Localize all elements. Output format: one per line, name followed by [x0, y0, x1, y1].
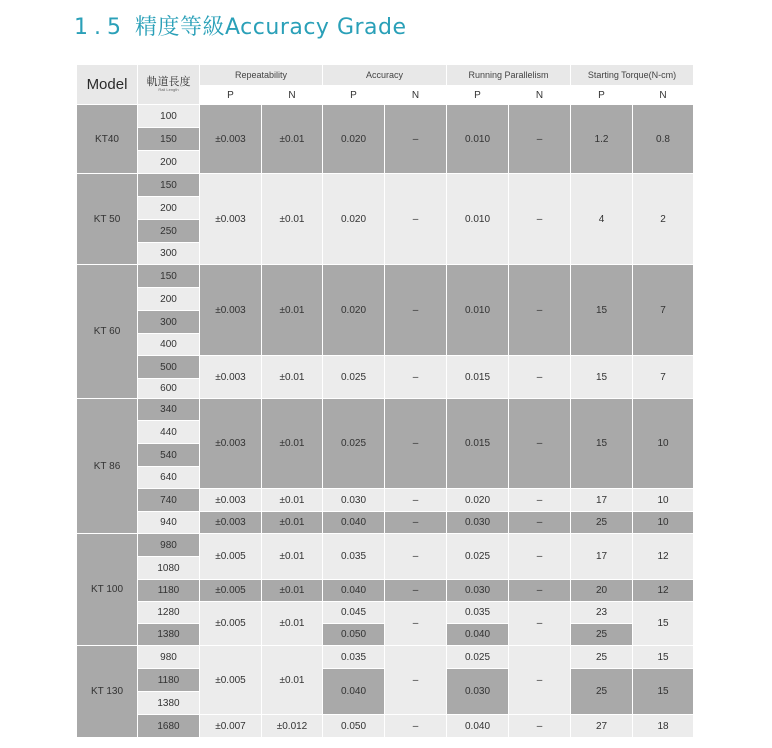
repeatability-n-cell: ±0.01 — [262, 105, 322, 173]
grade-header-n: N — [262, 86, 322, 104]
rail-length-cell: 150 — [138, 174, 199, 196]
accuracy-n-cell: – — [385, 356, 446, 398]
torque-p-cell: 23 — [571, 602, 632, 623]
torque-n-cell: 12 — [633, 580, 693, 601]
rail-length-cell: 200 — [138, 288, 199, 310]
accuracy-p-cell: 0.025 — [323, 356, 384, 398]
model-column-header: Model — [77, 65, 137, 104]
parallelism-n-cell: – — [509, 646, 570, 714]
rail-length-cell: 1180 — [138, 580, 199, 601]
torque-p-cell: 25 — [571, 512, 632, 533]
torque-p-cell: 15 — [571, 356, 632, 398]
parallelism-p-cell: 0.015 — [447, 356, 508, 398]
accuracy-n-cell: – — [385, 265, 446, 355]
rail-length-cell: 150 — [138, 128, 199, 150]
rail-length-column-header — [138, 65, 199, 104]
parallelism-n-cell: – — [509, 489, 570, 511]
accuracy-p-cell: 0.020 — [323, 174, 384, 264]
rail-length-cell: 540 — [138, 444, 199, 466]
rail-length-cell: 1380 — [138, 692, 199, 714]
repeatability-n-cell: ±0.012 — [262, 715, 322, 737]
torque-p-cell: 15 — [571, 399, 632, 488]
grade-header-p: P — [200, 86, 261, 104]
accuracy-p-cell: 0.050 — [323, 715, 384, 737]
grade-header-n: N — [509, 86, 570, 104]
repeatability-n-cell: ±0.01 — [262, 356, 322, 398]
model-cell: KT40 — [77, 105, 137, 173]
torque-p-cell: 1.2 — [571, 105, 632, 173]
rail-length-cell: 980 — [138, 646, 199, 668]
parallelism-n-cell: – — [509, 399, 570, 488]
accuracy-n-cell: – — [385, 534, 446, 579]
torque-p-cell: 27 — [571, 715, 632, 737]
accuracy-n-cell: – — [385, 489, 446, 511]
repeatability-p-cell: ±0.005 — [200, 646, 261, 714]
parallelism-p-cell: 0.040 — [447, 624, 508, 645]
rail-length-cell: 640 — [138, 467, 199, 488]
accuracy-p-cell: 0.035 — [323, 646, 384, 668]
torque-p-cell: 20 — [571, 580, 632, 601]
accuracy-n-cell: – — [385, 580, 446, 601]
accuracy-p-cell: 0.025 — [323, 399, 384, 488]
rail-length-cell: 440 — [138, 421, 199, 443]
accuracy-p-cell: 0.040 — [323, 669, 384, 714]
rail-length-cell: 1180 — [138, 669, 199, 691]
rail-length-cell: 200 — [138, 197, 199, 219]
accuracy-p-cell: 0.035 — [323, 534, 384, 579]
parallelism-n-cell: – — [509, 265, 570, 355]
accuracy-p-cell: 0.040 — [323, 580, 384, 601]
accuracy-p-cell: 0.050 — [323, 624, 384, 645]
accuracy-p-cell: 0.020 — [323, 105, 384, 173]
torque-p-cell: 17 — [571, 534, 632, 579]
torque-n-cell: 15 — [633, 669, 693, 714]
rail-length-cell: 340 — [138, 399, 199, 420]
rail-length-cell: 1680 — [138, 715, 199, 737]
repeatability-p-cell: ±0.003 — [200, 265, 261, 355]
rail-length-cell: 200 — [138, 151, 199, 173]
parallelism-n-cell: – — [509, 174, 570, 264]
torque-p-cell: 4 — [571, 174, 632, 264]
parallelism-p-cell: 0.015 — [447, 399, 508, 488]
group-header: Starting Torque(N-cm) — [571, 65, 693, 85]
repeatability-p-cell: ±0.003 — [200, 105, 261, 173]
repeatability-n-cell: ±0.01 — [262, 646, 322, 714]
title-english: Accuracy Grade — [225, 15, 407, 40]
torque-n-cell: 0.8 — [633, 105, 693, 173]
repeatability-p-cell: ±0.005 — [200, 580, 261, 601]
rail-length-en: Rail Length — [158, 87, 179, 93]
repeatability-n-cell: ±0.01 — [262, 399, 322, 488]
model-cell: KT 130 — [77, 646, 137, 737]
parallelism-n-cell: – — [509, 715, 570, 737]
torque-n-cell: 12 — [633, 534, 693, 579]
model-cell: KT 50 — [77, 174, 137, 264]
repeatability-n-cell: ±0.01 — [262, 512, 322, 533]
rail-length-cell: 500 — [138, 356, 199, 378]
torque-p-cell: 25 — [571, 624, 632, 645]
parallelism-p-cell: 0.025 — [447, 534, 508, 579]
rail-length-cell: 150 — [138, 265, 199, 287]
repeatability-p-cell: ±0.005 — [200, 534, 261, 579]
parallelism-p-cell: 0.020 — [447, 489, 508, 511]
model-cell: KT 100 — [77, 534, 137, 645]
rail-length-cell: 600 — [138, 379, 199, 398]
repeatability-n-cell: ±0.01 — [262, 534, 322, 579]
repeatability-p-cell: ±0.005 — [200, 602, 261, 645]
accuracy-p-cell: 0.030 — [323, 489, 384, 511]
page-title — [74, 10, 407, 41]
accuracy-n-cell: – — [385, 399, 446, 488]
rail-length-cell: 740 — [138, 489, 199, 511]
repeatability-p-cell: ±0.007 — [200, 715, 261, 737]
torque-n-cell: 18 — [633, 715, 693, 737]
parallelism-n-cell: – — [509, 356, 570, 398]
torque-n-cell: 7 — [633, 356, 693, 398]
parallelism-p-cell: 0.030 — [447, 669, 508, 714]
torque-p-cell: 25 — [571, 669, 632, 714]
rail-length-cell: 980 — [138, 534, 199, 556]
grade-header-p: P — [447, 86, 508, 104]
torque-p-cell: 17 — [571, 489, 632, 511]
rail-length-cn: 軌道長度 — [146, 75, 191, 89]
torque-n-cell: 15 — [633, 602, 693, 645]
parallelism-p-cell: 0.010 — [447, 105, 508, 173]
group-header: Running Parallelism — [447, 65, 570, 85]
repeatability-p-cell: ±0.003 — [200, 399, 261, 488]
repeatability-p-cell: ±0.003 — [200, 174, 261, 264]
parallelism-p-cell: 0.010 — [447, 265, 508, 355]
torque-p-cell: 15 — [571, 265, 632, 355]
repeatability-n-cell: ±0.01 — [262, 174, 322, 264]
repeatability-n-cell: ±0.01 — [262, 602, 322, 645]
accuracy-n-cell: – — [385, 715, 446, 737]
repeatability-n-cell: ±0.01 — [262, 580, 322, 601]
parallelism-n-cell: – — [509, 512, 570, 533]
group-header: Accuracy — [323, 65, 446, 85]
torque-n-cell: 10 — [633, 399, 693, 488]
parallelism-p-cell: 0.030 — [447, 580, 508, 601]
accuracy-n-cell: – — [385, 512, 446, 533]
accuracy-p-cell: 0.045 — [323, 602, 384, 623]
rail-length-cell: 1380 — [138, 624, 199, 645]
rail-length-cell: 940 — [138, 512, 199, 533]
section-number: 1.5 — [74, 15, 127, 40]
torque-p-cell: 25 — [571, 646, 632, 668]
accuracy-n-cell: – — [385, 174, 446, 264]
parallelism-n-cell: – — [509, 580, 570, 601]
accuracy-p-cell: 0.040 — [323, 512, 384, 533]
rail-length-cell: 100 — [138, 105, 199, 127]
torque-n-cell: 10 — [633, 489, 693, 511]
title-chinese: 精度等級 — [135, 15, 226, 40]
grade-header-n: N — [633, 86, 693, 104]
rail-length-cell: 1280 — [138, 602, 199, 623]
parallelism-n-cell: – — [509, 602, 570, 645]
rail-length-cell: 400 — [138, 334, 199, 355]
model-cell: KT 60 — [77, 265, 137, 398]
repeatability-p-cell: ±0.003 — [200, 512, 261, 533]
torque-n-cell: 15 — [633, 646, 693, 668]
parallelism-p-cell: 0.010 — [447, 174, 508, 264]
repeatability-n-cell: ±0.01 — [262, 489, 322, 511]
accuracy-p-cell: 0.020 — [323, 265, 384, 355]
parallelism-p-cell: 0.030 — [447, 512, 508, 533]
grade-header-p: P — [323, 86, 384, 104]
rail-length-cell: 1080 — [138, 557, 199, 579]
torque-n-cell: 7 — [633, 265, 693, 355]
parallelism-p-cell: 0.035 — [447, 602, 508, 623]
torque-n-cell: 10 — [633, 512, 693, 533]
rail-length-cell: 300 — [138, 311, 199, 333]
repeatability-p-cell: ±0.003 — [200, 356, 261, 398]
model-cell: KT 86 — [77, 399, 137, 533]
parallelism-n-cell: – — [509, 105, 570, 173]
grade-header-n: N — [385, 86, 446, 104]
accuracy-n-cell: – — [385, 602, 446, 645]
rail-length-cell: 300 — [138, 243, 199, 264]
rail-length-cell: 250 — [138, 220, 199, 242]
parallelism-n-cell: – — [509, 534, 570, 579]
repeatability-n-cell: ±0.01 — [262, 265, 322, 355]
parallelism-p-cell: 0.040 — [447, 715, 508, 737]
group-header: Repeatability — [200, 65, 322, 85]
accuracy-n-cell: – — [385, 646, 446, 714]
torque-n-cell: 2 — [633, 174, 693, 264]
parallelism-p-cell: 0.025 — [447, 646, 508, 668]
repeatability-p-cell: ±0.003 — [200, 489, 261, 511]
grade-header-p: P — [571, 86, 632, 104]
accuracy-n-cell: – — [385, 105, 446, 173]
